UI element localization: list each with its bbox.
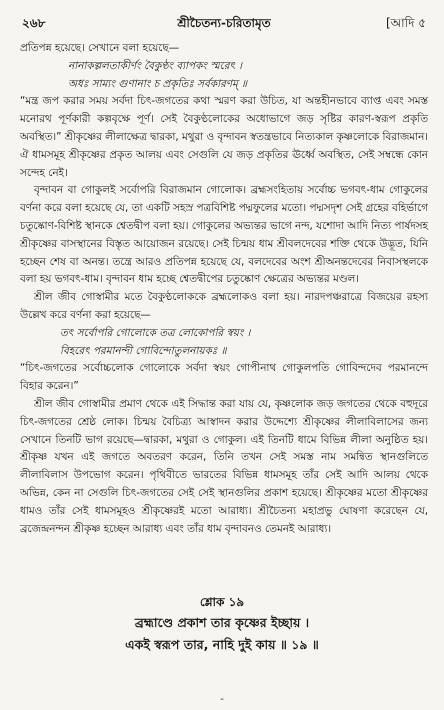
paragraph: “চিৎ-জগতের সর্বোচ্চলোক গোলোকে সর্বদা স্বয়ং গোপীনাথ গোকুলপতি গোবিন্দদেব পরমানন্দে বিহার করেন।”	[20, 362, 429, 393]
sloka-number: শ্লোক ১৯	[199, 595, 245, 609]
page-number: ২৬৮	[22, 16, 46, 30]
sanskrit-verse-line: অধঃ সাম্যং গুণানাং চ প্রকৃতিঃ সর্বকারণম্ ॥	[68, 77, 248, 90]
paragraph-intro: প্রতিপন্ন হয়েছে। সেখানে বলা হয়েছে—	[20, 42, 180, 54]
sloka-line: ব্রহ্মাণ্ডে প্রকাশ তার কৃষ্ণের ইচ্ছায় ।	[134, 615, 310, 630]
book-title: শ্রীচৈতন্য-চরিতামৃত	[177, 16, 271, 30]
footer-mark: -	[220, 694, 224, 705]
sanskrit-verse-line: নানাকল্পলতাকীর্ণং বৈকুণ্ঠং ব্যাপকং স্মরেৎ ।	[68, 59, 242, 72]
page-body	[20, 40, 428, 538]
sanskrit-verse-line: বিহরেৎ পরমানন্দী গোবিন্দোতুলনায়কঃ ॥	[60, 344, 227, 357]
sloka-block	[0, 592, 444, 656]
paragraph: “মন্ত্র জপ করার সময় সর্বদা চিৎ-জগতের কথা স্মরণ করা উচিত, যা অন্তহীনভাবে ব্যাপ্ত এবং সমস্ত মনোরথ পূর্ণকারী কল্পবৃক্ষে পূর্ণ। সেই বৈকুণ্ঠলোকের অধোভাগে জড় সৃষ্টির কারণ-স্বরূপ প্রকৃতি অবস্থিত।” শ্রীকৃষ্ণের লীলাক্ষেত্র দ্বারকা, মথুরা ও বৃন্দাবন স্বতন্ত্রভাবে নিত্যকাল কৃষ্ণলোকে বিরাজমান। ঐ ধামসমূহ শ্রীকৃষ্ণের প্রকৃত আলয় এবং সেগুলি যে জড় প্রকৃতির ঊর্ধ্বে অবস্থিত, সেই সম্বন্ধে কোন সন্দেহ নেই।	[20, 95, 428, 179]
paragraph: বৃন্দাবন বা গোকুলই সর্বোপরি বিরাজমান গোলোক। ব্রহ্মসংহিতায় সর্বোচ্চ ভগবৎ-ধাম গোকুলের বর্ণনা করে বলা হয়েছে যে, তা একটি সহস্র পত্রবিশিষ্ট পদ্মফুলের মতো। পদ্মসদৃশ সেই গ্রহের বহির্ভাগে চতুষ্কোণ-বিশিষ্ট স্থানকে শ্বেতদ্বীপ বলা হয়। গোকুলের অভ্যন্তর ভাগে নন্দ, যশোদা আদি নিত্য পার্ষদসহ শ্রীকৃষ্ণের বাসস্থানের বিস্তৃত আয়োজন রয়েছে। সেই চিন্ময় ধাম শ্রীবলদেবের শক্তি থেকে উদ্ভূত, যিনি হচ্ছেন শেষ বা অনন্ত। তন্ত্রে আরও প্রতিপন্ন হয়েছে যে, বলদেবের অংশ শ্রীঅনন্তদেবের নিবাসস্থলকে বলা হয় ভগবৎ-ধাম। বৃন্দাবন ধাম হচ্ছে শ্বেতদ্বীপের চতুষ্কোণ ক্ষেত্রের অভ্যন্তর মণ্ডল।	[20, 184, 428, 286]
paragraph: শ্রীল জীব গোস্বামীর প্রমাণ থেকে এই সিদ্ধান্ত করা যায় যে, কৃষ্ণলোক জড় জগতের থেকে বহুদূরে চিৎ-জগতের শ্রেষ্ঠ লোক। চিন্ময় বৈচিত্র্য আস্বাদন করার উদ্দেশ্যে শ্রীকৃষ্ণের লীলাবিলাসের জন্য সেখানে তিনটি ভাগ রয়েছে—দ্বারকা, মথুরা ও গোকুল। এই তিনটি ধামে বিভিন্ন লীলা অনুষ্ঠিত হয়। শ্রীকৃষ্ণ যখন এই জগতে অবতরণ করেন, তিনি তখন সেই সমস্ত নাম সমন্বিত স্থানগুলিতে লীলাবিলাস উপভোগ করেন। পৃথিবীতে ভারতের বিভিন্ন ধামসমূহ তাঁর সেই আদি আলয় থেকে অভিন্ন, কেন না সেগুলি চিৎ-জগতের সেই সেই স্থানগুলির প্রকাশ হয়েছে। শ্রীকৃষ্ণের মতো শ্রীকৃষ্ণের ধামও তাঁর সেই ধামসমূহও শ্রীকৃষ্ণেরই মতো আরাধ্য। শ্রীচৈতন্য মহাপ্রভু ঘোষণা করেছেন যে, ব্রজেন্দ্রনন্দন শ্রীকৃষ্ণ হচ্ছেন আরাধ্য এবং তাঁর ধাম বৃন্দাবনও তেমনই আরাধ্য।	[20, 397, 428, 535]
running-header	[22, 14, 426, 36]
sloka-line: একই স্বরূপ তার, নাহি দুই কায় ॥ ১৯ ॥	[125, 637, 319, 652]
paragraph: শ্রীল জীব গোস্বামীর মতে বৈকুণ্ঠলোককে ব্রহ্মলোকও বলা হয়। নারদপঞ্চরাত্রে বিজয়ের রহস্য উল্লেখ করে বর্ণনা করা হয়েছে—	[20, 291, 428, 321]
chapter-marker: [আদি ৫	[385, 16, 426, 30]
sanskrit-verse-line: তৎ সর্বোপরি গোলোকে তত্র লোকোপরি স্বয়ং ।	[60, 326, 251, 339]
